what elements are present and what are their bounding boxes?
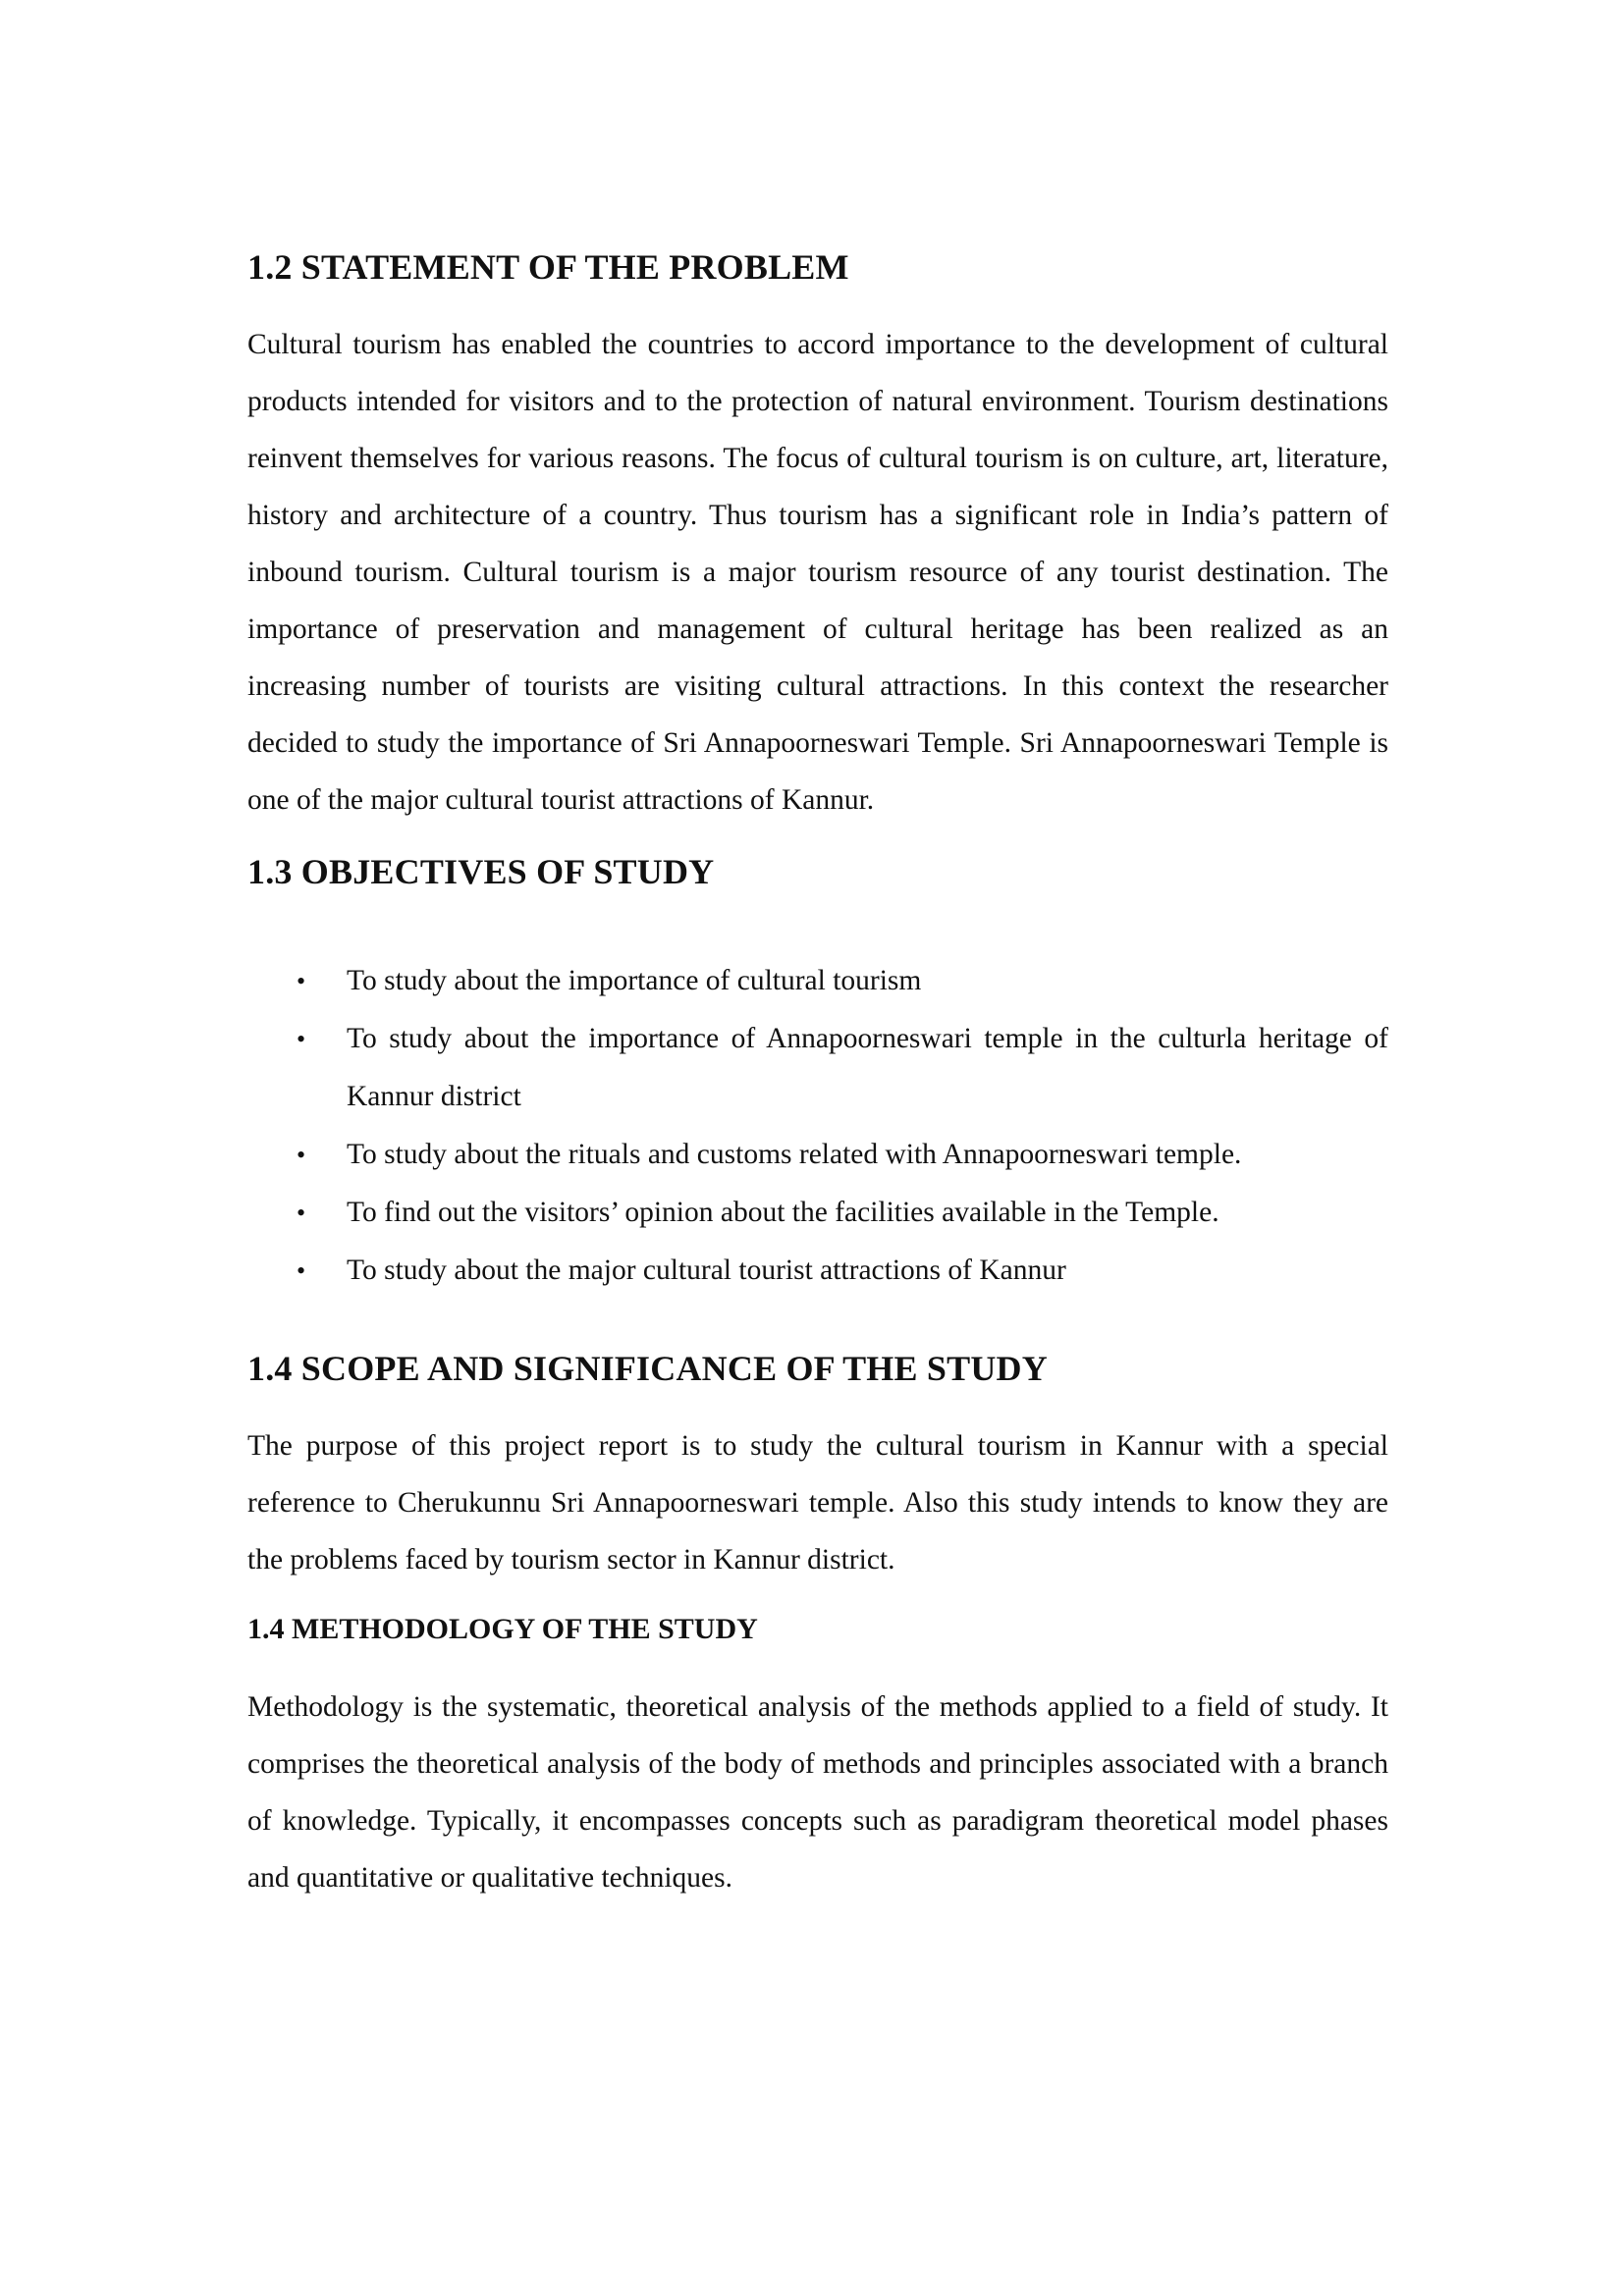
bullet-icon: • bbox=[297, 1141, 306, 1169]
bullet-icon: • bbox=[297, 1199, 306, 1227]
bullet-icon: • bbox=[297, 1256, 306, 1285]
list-item-text: To study about the major cultural tourist attractions of Kannur bbox=[347, 1255, 1066, 1286]
section-heading-statement-of-problem: 1.2 STATEMENT OF THE PROBLEM bbox=[247, 247, 849, 287]
paragraph-scope-and-significance: The purpose of this project report is to study the cultural tourism in Kannur with a special reference to Cherukunnu Sri Annapoorneswari temple. Also this study intends to know they are the problems faced by tourism sector in Kannur district. bbox=[247, 1430, 1388, 1575]
paragraph-methodology: Methodology is the systematic, theoretical analysis of the methods applied to a field of study. It comprises the theoretical analysis of the body of methods and principles associated with a branch of knowledge. Typically, it encompasses concepts such as paradigram theoretical model phases and quantitative or qualitative techniques. bbox=[247, 1691, 1388, 1894]
section-heading-methodology: 1.4 METHODOLOGY OF THE STUDY bbox=[247, 1613, 758, 1645]
list-item-text: To study about the importance of cultural tourism bbox=[347, 965, 922, 996]
document-page bbox=[247, 245, 1388, 1906]
list-item-text: To study about the rituals and customs related with Annapoorneswari temple. bbox=[347, 1139, 1242, 1170]
list-item bbox=[247, 952, 1388, 1010]
list-item bbox=[247, 1126, 1388, 1184]
list-item-text: To find out the visitors’ opinion about the facilities available in the Temple. bbox=[347, 1197, 1219, 1228]
section-heading-scope-and-significance: 1.4 SCOPE AND SIGNIFICANCE OF THE STUDY bbox=[247, 1349, 1048, 1388]
section-heading-objectives: 1.3 OBJECTIVES OF STUDY bbox=[247, 852, 715, 891]
bullet-icon: • bbox=[297, 1025, 306, 1053]
bullet-icon: • bbox=[297, 967, 306, 995]
list-item bbox=[247, 1184, 1388, 1242]
list-item bbox=[247, 1010, 1388, 1126]
objectives-list bbox=[247, 952, 1388, 1300]
list-item-text: To study about the importance of Annapoorneswari temple in the culturla heritage of Kannur district bbox=[347, 1023, 1388, 1112]
list-item bbox=[247, 1242, 1388, 1300]
paragraph-statement-of-problem: Cultural tourism has enabled the countries to accord importance to the development of cultural products intended for visitors and to the protection of natural environment. Tourism destinations reinvent themselves for various reasons. The focus of cultural tourism is on culture, art, literature, history and architecture of a country. Thus tourism has a significant role in India’s pattern of inbound tourism. Cultural tourism is a major tourism resource of any tourist destination. The importance of preservation and management of cultural heritage has been realized as an increasing number of tourists are visiting cultural attractions. In this context the researcher decided to study the importance of Sri Annapoorneswari Temple. Sri Annapoorneswari Temple is one of the major cultural tourist attractions of Kannur. bbox=[247, 329, 1388, 816]
